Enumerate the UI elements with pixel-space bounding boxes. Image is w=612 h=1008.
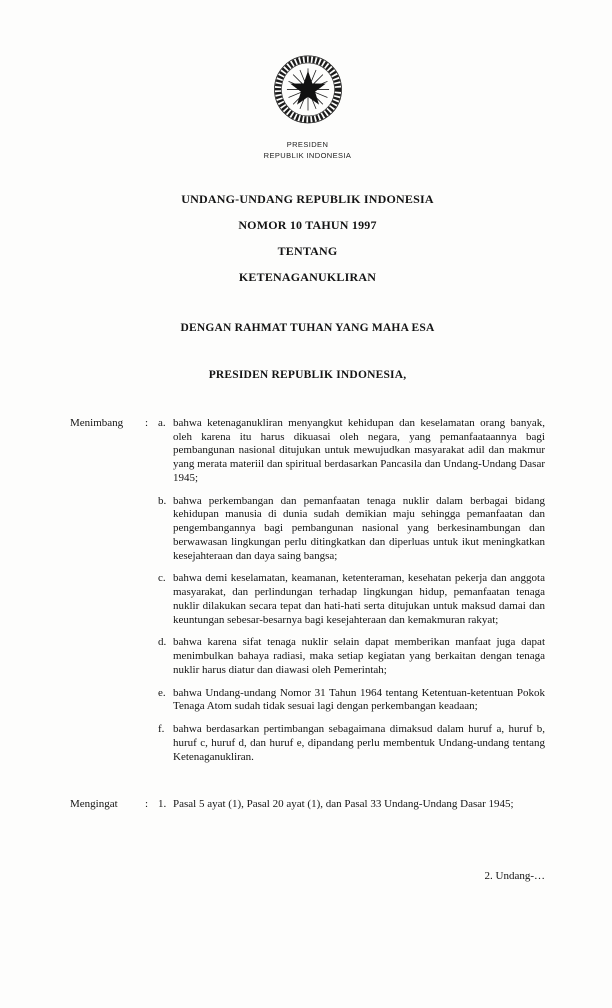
item-marker: f. bbox=[158, 723, 165, 735]
item-marker: e. bbox=[158, 686, 166, 699]
item-text: bahwa demi keselamatan, keamanan, ketenteraman, kesehatan pekerja dan anggota masyarakat, dan perlindungan terhadap lingkungan hidup, pemanfaatan tenaga nuklir dilakukan secara tepat dan hati-hati serta ditujukan untuk maksud damai dan keuntungan sebesar-besarnya bagi kesejahteraan dan kemakmuran rakyat; bbox=[173, 572, 545, 626]
considering-colon: : bbox=[145, 416, 149, 429]
item-text: bahwa ketenaganukliran menyangkut kehidupan dan keselamatan orang banyak, oleh karena itu harus dikuasai oleh negara, yang pemanfaataannya bagi pembangunan nasional ditujukan untuk mewujudkan masyarakat adil dan makmur yang merata materiil dan spiritual berdasarkan Pancasila dan Undang-Undang Dasar 1945; bbox=[173, 416, 545, 484]
recalling-items bbox=[158, 798, 545, 812]
seal-caption-line1: PRESIDEN bbox=[286, 140, 329, 149]
item-marker: b. bbox=[158, 494, 167, 507]
list-item bbox=[158, 723, 545, 764]
considering-items bbox=[158, 417, 545, 765]
item-text: bahwa karena sifat tenaga nuklir selain dapat memberikan manfaat juga dapat menimbulkan bahaya radiasi, maka setiap kegiatan yang berkaitan dengan tenaga nuklir harus diatur dan diawasi oleh Pemerintah; bbox=[173, 636, 545, 676]
page-continuation-marker: 2. Undang-… bbox=[484, 870, 545, 882]
recalling-clause bbox=[70, 798, 545, 812]
title-line-2: NOMOR 10 TAHUN 1997 bbox=[238, 217, 377, 232]
item-text: bahwa perkembangan dan pemanfaatan tenaga nuklir dalam berbagai bidang kehidupan manusia di dunia sudah demikian maju sehingga pemanfaatan dan pengembangannya bagi pembangunan nasional yang berkesinambungan dan berwawasan lingkungan perlu ditingkatkan dan diperluas untuk ikut meningkatkan kesejahteraan dan daya saing bangsa; bbox=[173, 494, 545, 562]
presidential-seal-icon bbox=[269, 52, 347, 130]
item-marker: 1. bbox=[158, 798, 167, 811]
seal-header bbox=[70, 0, 545, 162]
title-line-1: UNDANG-UNDANG REPUBLIK INDONESIA bbox=[181, 191, 434, 206]
seal-caption bbox=[70, 140, 545, 162]
recalling-label: Mengingat bbox=[70, 798, 118, 811]
list-item bbox=[158, 798, 545, 812]
title-line-3: TENTANG bbox=[277, 243, 338, 258]
issuer-line: PRESIDEN REPUBLIK INDONESIA, bbox=[208, 368, 407, 381]
considering-clause bbox=[70, 417, 545, 765]
list-item bbox=[158, 687, 545, 715]
document-title bbox=[70, 192, 545, 285]
item-marker: d. bbox=[158, 636, 167, 649]
seal-caption-line2: REPUBLIK INDONESIA bbox=[263, 150, 352, 160]
recalling-colon: : bbox=[145, 798, 149, 811]
considering-label: Menimbang bbox=[70, 416, 124, 429]
item-text: bahwa berdasarkan pertimbangan sebagaimana dimaksud dalam huruf a, huruf b, huruf c, huruf d, dan huruf e, dipandang perlu membentuk Undang-undang tentang Ketenaganukliran. bbox=[173, 723, 545, 763]
item-marker: c. bbox=[158, 572, 166, 585]
item-marker: a. bbox=[158, 416, 166, 429]
list-item bbox=[158, 572, 545, 627]
item-text: bahwa Undang-undang Nomor 31 Tahun 1964 tentang Ketentuan-ketentuan Pokok Tenaga Atom sudah tidak sesuai lagi dengan perkembangan keadaan; bbox=[173, 686, 545, 713]
list-item bbox=[158, 495, 545, 564]
invocation-line: DENGAN RAHMAT TUHAN YANG MAHA ESA bbox=[180, 321, 435, 334]
list-item bbox=[158, 636, 545, 677]
list-item bbox=[158, 417, 545, 486]
item-text: Pasal 5 ayat (1), Pasal 20 ayat (1), dan Pasal 33 Undang-Undang Dasar 1945; bbox=[173, 798, 514, 811]
title-line-4: KETENAGANUKLIRAN bbox=[238, 269, 377, 284]
